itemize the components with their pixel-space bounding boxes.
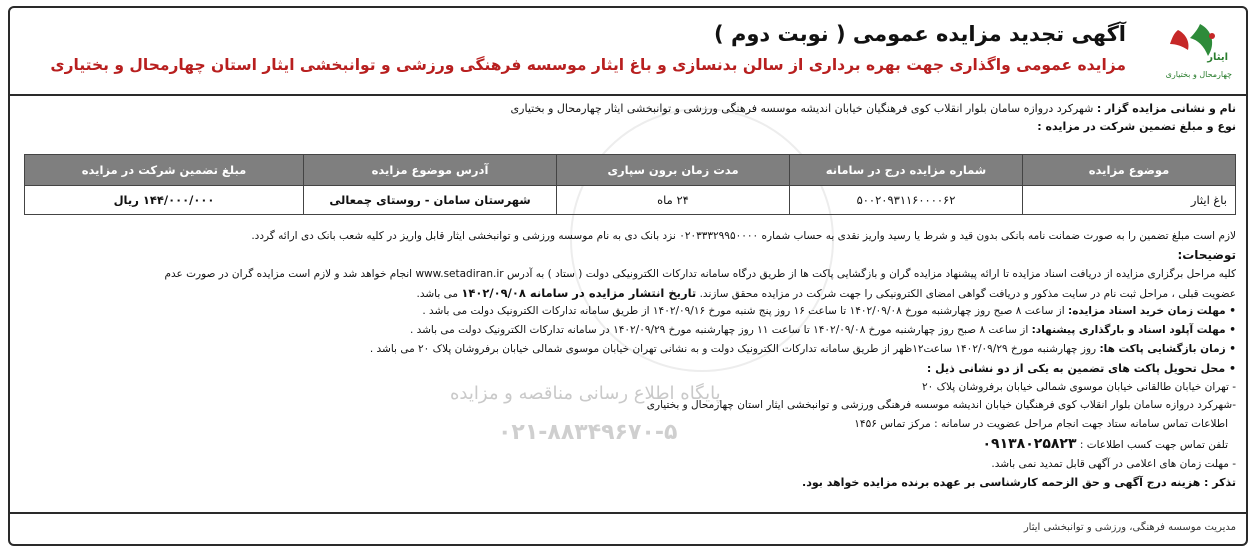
watermark-phone: ۰۲۱-۸۸۳۴۹۶۷۰-۵ (498, 420, 678, 445)
notice-frame (8, 6, 1248, 546)
guarantee-heading: نوع و مبلغ تضمین شرکت در مزایده : (1037, 120, 1236, 133)
delivery-address-2: -شهرکرد دروازه سامان بلوار انقلاب کوی فرهنگیان خیابان اندیشه موسسه فرهنگی ورزشی و توانبخشی ایثار استان چهارمحال و بختیاری (646, 399, 1236, 411)
cell-duration: ۲۴ ماه (557, 186, 790, 215)
deadline-upload (410, 324, 1236, 336)
cell-subject: باغ ایثار (1023, 186, 1236, 215)
opening-time (370, 343, 1236, 355)
header-number: شماره مزایده درج در سامانه (790, 155, 1023, 186)
opening-label: • زمان بازگشایی پاکت ها: (1099, 343, 1236, 355)
cell-address: شهرستان سامان - روستای چمعالی (304, 186, 557, 215)
delivery-label: • محل تحویل پاکت های تضمین به یکی از دو نشانی ذیل : (926, 362, 1236, 375)
header-subject: موضوع مزایده (1023, 155, 1236, 186)
notice-header (10, 8, 1246, 96)
publish-date: تاریخ انتشار مزایده در سامانه ۱۴۰۲/۰۹/۰۸ (461, 286, 697, 300)
table-header-row (25, 155, 1236, 186)
opening-value: روز چهارشنبه مورخ ۱۴۰۲/۰۹/۲۹ ساعت۱۲ظهر از طریق سامانه تدارکات الکترونیک دولت و به نشانی تهران خیابان موسوی شمالی خیابان برفروشان پلاک ۲۰ می باشد . (369, 343, 1097, 355)
cell-number: ۵۰۰۲۰۹۳۱۱۶۰۰۰۰۶۲ (790, 186, 1023, 215)
header-duration: مدت زمان برون سپاری (557, 155, 790, 186)
organizer-value: شهرکرد دروازه سامان بلوار انقلاب کوی فرهنگیان خیابان اندیشه موسسه فرهنگی ورزشی و توانبخشی ایثار چهارمحال و بختیاری (510, 102, 1094, 115)
deadline-doc-value: از ساعت ۸ صبح روز چهارشنبه مورخ ۱۴۰۲/۰۹/۰۸ تا ساعت ۱۶ روز پنج شنبه مورخ ۱۴۰۲/۰۹/۱۶ از طریق سامانه تدارکات الکترونیک دولت می باشد . (422, 305, 1065, 317)
deadline-upload-label: • مهلت آپلود اسناد و بارگذاری پیشنهاد: (1031, 324, 1236, 336)
para1-line1: کلیه مراحل برگزاری مزایده از دریافت اسناد مزایده تا ارائه پیشنهاد مزایده گران و بازگشایی پاکت ها از طریق درگاه سامانه تدارکات الکترونیکی دولت ( ستاد ) به آدرس www.setadiran.ir انجام خواهد شد و لازم است مزایده گران در صورت عدم (164, 268, 1236, 280)
notice-footer (10, 512, 1246, 544)
header-guarantee: مبلغ تضمین شرکت در مزایده (25, 155, 304, 186)
footer-text: مدیریت موسسه فرهنگی، ورزشی و توانبخشی ایثار (1023, 522, 1236, 533)
delivery-address-1: - تهران خیابان طالقانی خیابان موسوی شمالی خیابان برفروشان پلاک ۲۰ (921, 381, 1236, 393)
contact-setad: اطلاعات تماس سامانه ستاد جهت انجام مراحل عضویت در سامانه : مرکز تماس ۱۴۵۶ (854, 418, 1228, 430)
contact-info-label: تلفن تماس جهت کسب اطلاعات : (1079, 439, 1228, 451)
watermark-text: پایگاه اطلاع رسانی مناقصه و مزایده (450, 383, 721, 404)
notice-title: آگهی تجدید مزایده عمومی ( نوبت دوم ) (714, 22, 1126, 46)
contact-phone: ۰۹۱۳۸۰۲۵۸۲۳ (982, 436, 1077, 452)
notice-subtitle: مزایده عمومی واگذاری جهت بهره برداری از سالن بدنسازی و باغ ایثار موسسه فرهنگی ورزشی و توانبخشی ایثار استان چهارمحال و بختیاری (50, 56, 1126, 74)
table-row (25, 186, 1236, 215)
header-address: آدرس موضوع مزایده (304, 155, 557, 186)
deadline-doc-label: • مهلت زمان خرید اسناد مزایده: (1068, 305, 1236, 317)
logo-subtext: چهارمحال و بختیاری (1165, 70, 1232, 79)
contact-info (983, 436, 1229, 452)
organizer-line (511, 102, 1236, 115)
para1-line2 (417, 286, 1236, 300)
deadline-upload-value: از ساعت ۸ صبح روز چهارشنبه مورخ ۱۴۰۲/۰۹/۰۸ تا ساعت ۱۱ روز چهارشنبه مورخ ۱۴۰۲/۰۹/۲۹ در سامانه تدارکات الکترونیک دولت می باشد . (409, 324, 1029, 336)
deadline-doc (422, 305, 1236, 317)
logo-text: ایثار (1207, 52, 1228, 63)
deadline-note: - مهلت زمان های اعلامی در آگهی قابل تمدید نمی باشد. (991, 458, 1236, 470)
notes-heading: توضیحات: (1177, 248, 1236, 262)
para1-line2-c: می باشد. (416, 288, 459, 300)
auction-table (24, 154, 1236, 215)
cell-guarantee: ۱۴۴/۰۰۰/۰۰۰ ریال (25, 186, 304, 215)
guarantee-note: لازم است مبلغ تضمین را به صورت ضمانت نامه بانکی بدون قید و شرط یا رسید واریز نقدی به حساب شماره ۰۲۰۳۳۳۲۹۹۵۰۰۰۰ نزد بانک دی به نام موسسه ورزشی و توانبخشی ایثار قابل واریز در کلیه شعب بانک دی ارائه گردد. (251, 230, 1236, 242)
organizer-label: نام و نشانی مزایده گزار : (1096, 102, 1236, 115)
para1-line2-a: عضویت قبلی ، مراحل ثبت نام در سایت مذکور و دریافت گواهی امضای الکترونیکی را جهت شرکت در مزایده محقق سازند. (699, 288, 1236, 300)
reminder: تذکر : هزینه درج آگهی و حق الزحمه کارشناسی بر عهده برنده مزایده خواهد بود. (802, 476, 1236, 489)
